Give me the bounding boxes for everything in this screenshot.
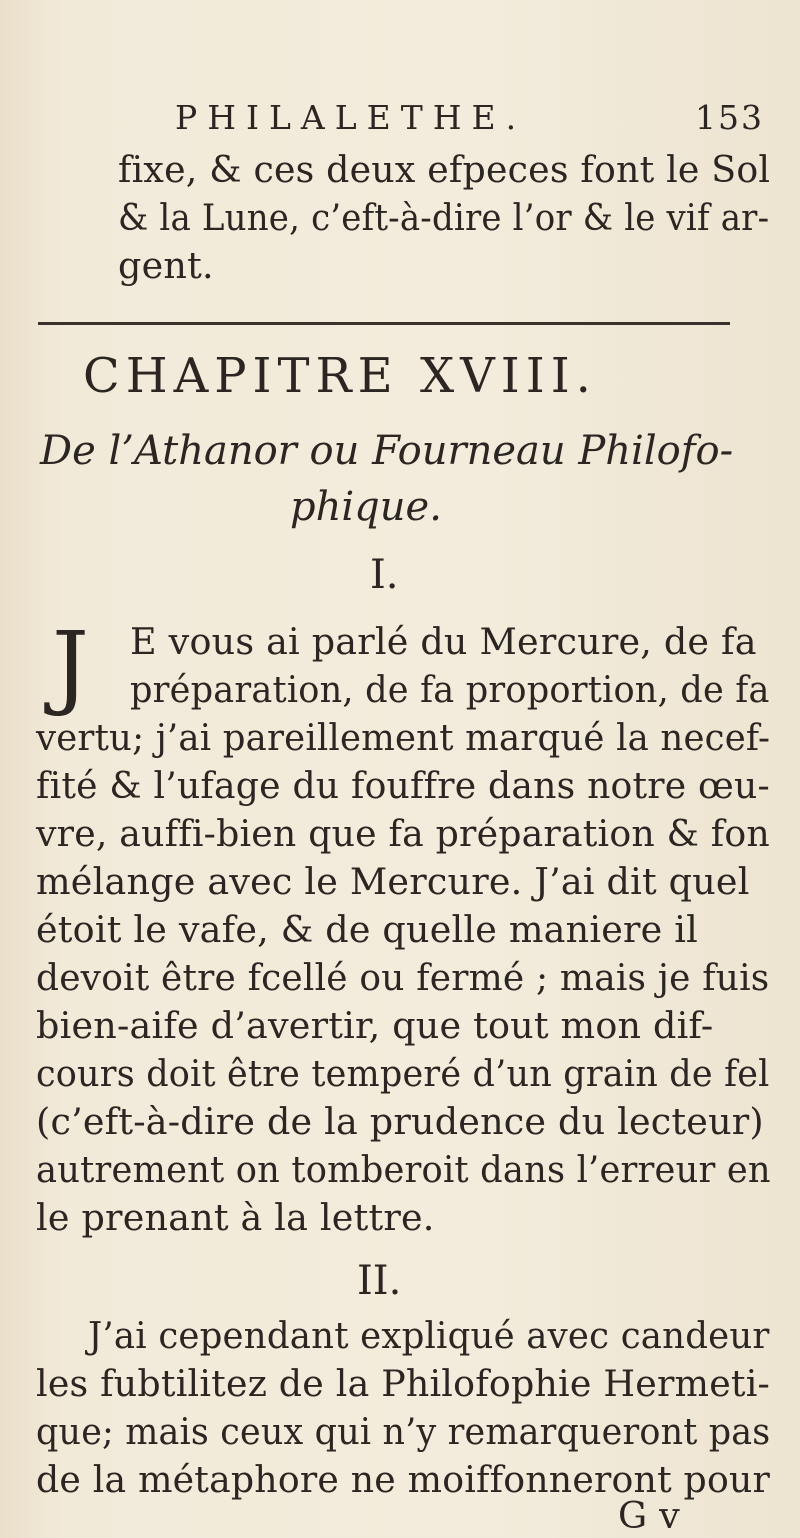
text-line: vertu; j’ai pareillement marqué la necef-: [36, 716, 771, 759]
text-line: E vous ai parlé du Mercure, de fa: [130, 620, 757, 663]
running-title: PHILALETHE.: [175, 98, 527, 137]
text-line: J’ai cependant expliqué avec candeur: [88, 1314, 770, 1357]
text-line: devoit être fcellé ou fermé ; mais je fuis: [36, 956, 770, 999]
catchword: G v: [618, 1494, 680, 1537]
page-number: 153: [695, 98, 764, 137]
section-number: I.: [370, 552, 399, 598]
text-line: & la Lune, c’eft-à-dire l’or & le vif ar-: [118, 196, 770, 239]
text-line: que; mais ceux qui n’y remarqueront pas: [36, 1410, 771, 1453]
text-line: autrement on tomberoit dans l’erreur en: [36, 1148, 771, 1191]
text-line: vre, auffi-bien que fa préparation & fon: [36, 812, 770, 855]
text-line: préparation, de fa proportion, de fa: [130, 668, 770, 711]
drop-cap: J: [52, 612, 89, 719]
section-number: II.: [357, 1258, 402, 1304]
chapter-subtitle-continued: phique.: [290, 484, 442, 530]
chapter-subtitle: De l’Athanor ou Fourneau Philofo-: [40, 428, 734, 474]
text-line: fité & l’ufage du fouffre dans notre œu-: [36, 764, 770, 807]
section-divider: [38, 322, 730, 325]
text-line: (c’eft-à-dire de la prudence du lecteur): [36, 1100, 764, 1143]
chapter-title: CHAPITRE XVIII.: [83, 348, 597, 404]
text-line: fixe, & ces deux efpeces font le Sol: [118, 148, 771, 191]
text-line: de la métaphore ne moiffonneront pour: [36, 1458, 771, 1501]
text-line: les fubtilitez de la Philofophie Hermeti-: [36, 1362, 771, 1405]
text-line: le prenant à la lettre.: [36, 1196, 435, 1239]
text-line: étoit le vafe, & de quelle maniere il: [36, 908, 698, 951]
text-line: bien-aife d’avertir, que tout mon dif-: [36, 1004, 714, 1047]
text-line: gent.: [118, 244, 214, 287]
text-line: cours doit être temperé d’un grain de fel: [36, 1052, 770, 1095]
text-line: mélange avec le Mercure. J’ai dit quel: [36, 860, 750, 903]
